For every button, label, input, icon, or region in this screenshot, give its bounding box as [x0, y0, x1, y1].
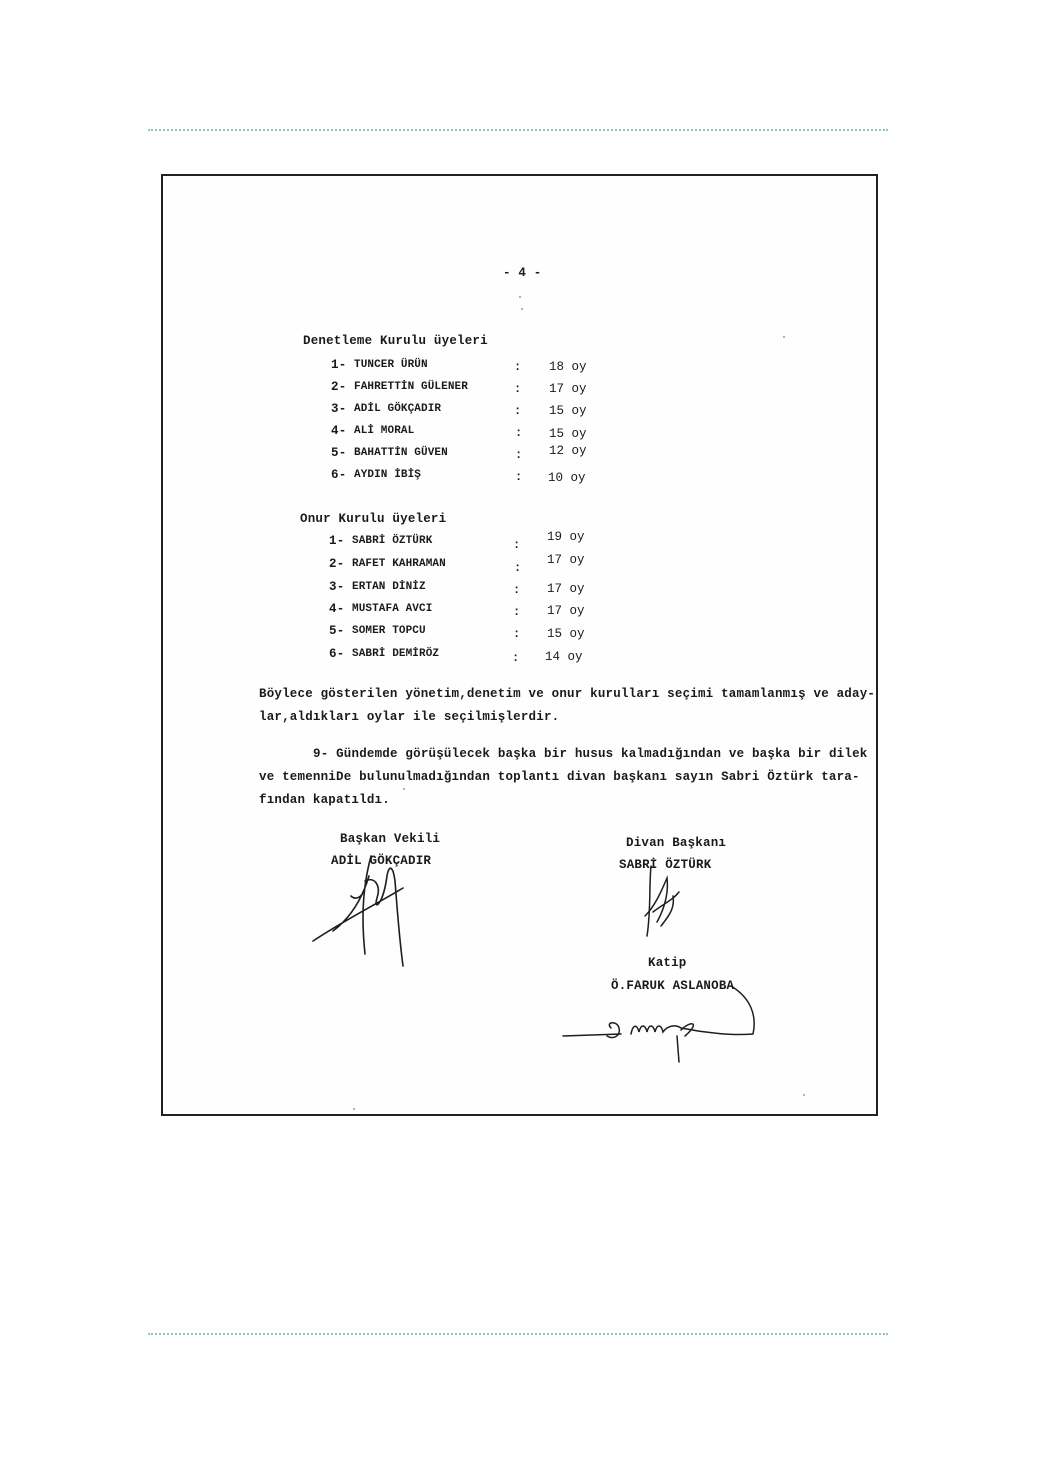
divan-chair-name: SABRİ ÖZTÜRK: [619, 858, 712, 872]
audit-member-name: BAHATTİN GÜVEN: [354, 447, 448, 459]
audit-member-votes: 18 oy: [549, 360, 587, 374]
top-dotted-rule: [148, 129, 888, 131]
audit-member-no: 6-: [331, 468, 347, 482]
honor-member-no: 1-: [329, 534, 345, 548]
vice-chair-role: Başkan Vekili: [340, 832, 441, 846]
scan-speck: [521, 308, 523, 310]
audit-member-no: 3-: [331, 402, 347, 416]
honor-member-name: MUSTAFA AVCI: [352, 603, 433, 615]
honor-member-no: 5-: [329, 624, 345, 638]
audit-board-title: Denetleme Kurulu üyeleri: [303, 334, 488, 348]
honor-member-separator: :: [513, 583, 521, 597]
honor-member-votes: 19 oy: [547, 530, 585, 544]
clerk-name: Ö.FARUK ASLANOBA: [611, 979, 735, 993]
audit-member-separator: :: [514, 360, 522, 374]
honor-member-votes: 17 oy: [547, 604, 585, 618]
audit-member-name: FAHRETTİN GÜLENER: [354, 381, 468, 393]
honor-member-separator: :: [512, 651, 520, 665]
honor-board-title: Onur Kurulu üyeleri: [300, 512, 447, 526]
vice-chair-name: ADİL GÖKÇADIR: [331, 854, 432, 868]
closing-line: ve temenniDe bulunulmadığından toplantı divan başkanı sayın Sabri Öztürk tara-: [259, 770, 860, 784]
honor-member-votes: 17 oy: [547, 582, 585, 596]
closing-paragraph: [259, 743, 868, 812]
audit-member-votes: 17 oy: [549, 382, 587, 396]
honor-member-votes: 15 oy: [547, 627, 585, 641]
audit-member-separator: :: [515, 470, 523, 484]
audit-member-votes: 10 oy: [548, 471, 586, 485]
vice-chair-signature: [303, 836, 423, 976]
honor-member-name: RAFET KAHRAMAN: [352, 558, 446, 570]
scan-speck: [403, 788, 405, 790]
audit-member-separator: :: [514, 382, 522, 396]
audit-member-no: 1-: [331, 358, 347, 372]
honor-member-name: SABRİ ÖZTÜRK: [352, 535, 433, 547]
audit-member-votes: 12 oy: [549, 444, 587, 458]
divan-chair-role: Divan Başkanı: [626, 836, 727, 850]
audit-member-votes: 15 oy: [549, 404, 587, 418]
summary-line: Böylece gösterilen yönetim,denetim ve onur kurulları seçimi tamamlanmış ve aday-: [259, 687, 876, 701]
honor-member-votes: 17 oy: [547, 553, 585, 567]
audit-member-name: ALİ MORAL: [354, 425, 415, 437]
honor-member-name: ERTAN DİNİZ: [352, 581, 426, 593]
scanned-document-page: [161, 174, 878, 1116]
audit-member-no: 5-: [331, 446, 347, 460]
honor-member-separator: :: [513, 627, 521, 641]
honor-member-name: SOMER TOPCU: [352, 625, 426, 637]
honor-member-no: 3-: [329, 580, 345, 594]
scan-speck: [803, 1094, 805, 1096]
scan-speck: [353, 1108, 355, 1110]
clerk-role: Katip: [648, 956, 687, 970]
audit-member-name: ADİL GÖKÇADIR: [354, 403, 442, 415]
audit-member-no: 4-: [331, 424, 347, 438]
honor-member-no: 4-: [329, 602, 345, 616]
scan-speck: [519, 296, 521, 298]
summary-line: lar,aldıkları oylar ile seçilmişlerdir.: [259, 710, 560, 724]
honor-member-no: 2-: [329, 557, 345, 571]
honor-member-name: SABRİ DEMİRÖZ: [352, 648, 440, 660]
clerk-signature: [561, 976, 761, 1066]
audit-member-name: TUNCER ÜRÜN: [354, 359, 428, 371]
audit-member-name: AYDIN İBİŞ: [354, 469, 422, 481]
honor-member-votes: 14 oy: [545, 650, 583, 664]
closing-line: fından kapatıldı.: [259, 793, 390, 807]
audit-member-separator: :: [515, 448, 523, 462]
audit-member-separator: :: [515, 426, 523, 440]
closing-line: 9- Gündemde görüşülecek başka bir husus kalmadığından ve başka bir dilek: [313, 747, 868, 761]
bottom-dotted-rule: [148, 1333, 888, 1335]
divan-chair-signature: [633, 856, 693, 941]
honor-member-separator: :: [513, 538, 521, 552]
audit-member-separator: :: [514, 404, 522, 418]
summary-paragraph: [259, 683, 875, 729]
scan-speck: [783, 336, 785, 338]
honor-member-no: 6-: [329, 647, 345, 661]
page-number: - 4 -: [503, 266, 542, 280]
audit-member-votes: 15 oy: [549, 427, 587, 441]
honor-member-separator: :: [513, 605, 521, 619]
audit-member-no: 2-: [331, 380, 347, 394]
honor-member-separator: :: [514, 561, 522, 575]
